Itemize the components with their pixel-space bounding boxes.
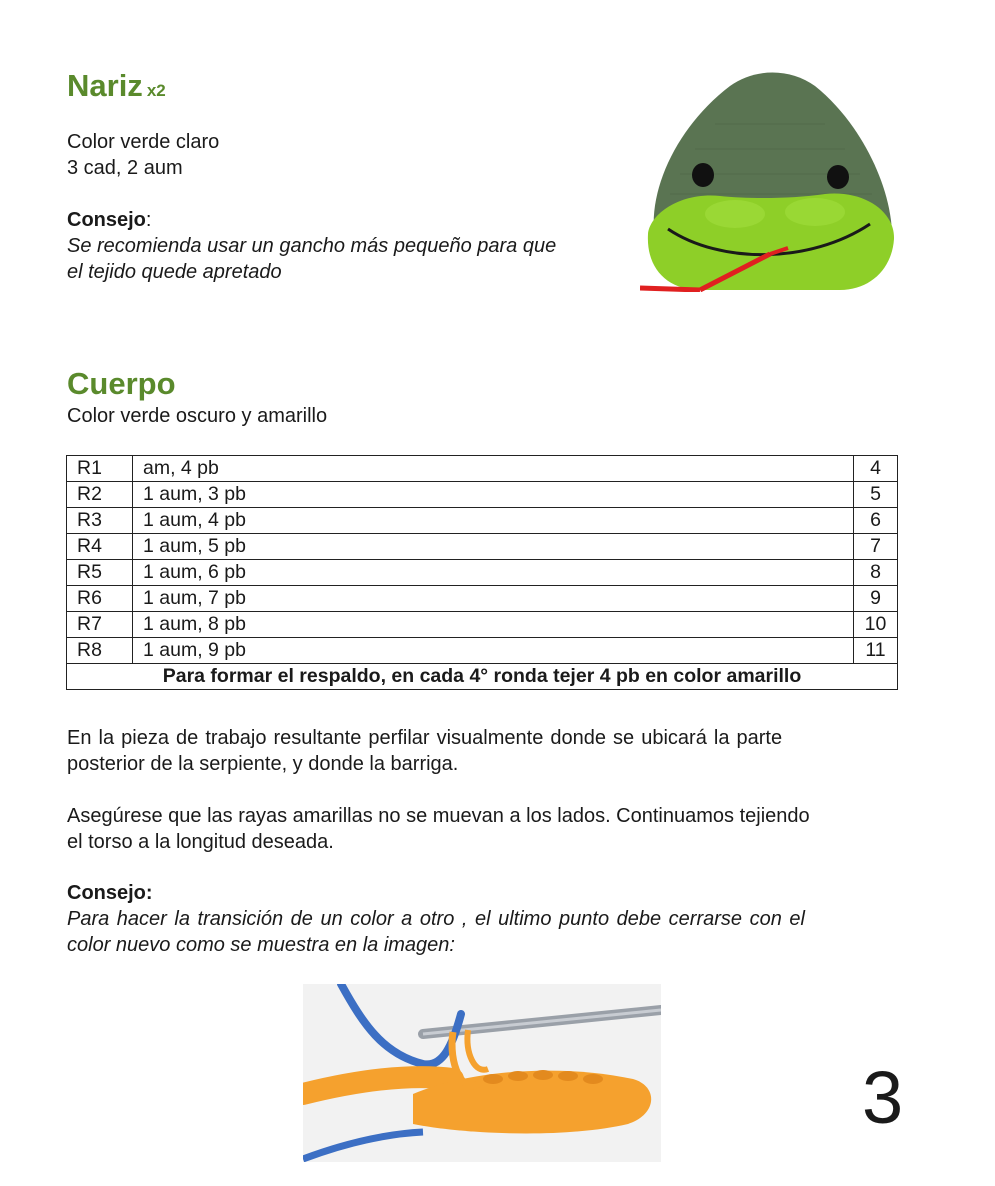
count-cell: 6 bbox=[854, 508, 898, 534]
snake-head-photo bbox=[640, 64, 898, 292]
stitches-cell: 1 aum, 3 pb bbox=[133, 482, 854, 508]
table-row bbox=[67, 638, 898, 664]
nose-instructions: 3 cad, 2 aum bbox=[67, 157, 183, 179]
table-row bbox=[67, 586, 898, 612]
round-cell: R4 bbox=[67, 534, 133, 560]
table-row bbox=[67, 482, 898, 508]
snake-head-illustration bbox=[640, 64, 898, 292]
table-row bbox=[67, 456, 898, 482]
stitches-cell: 1 aum, 4 pb bbox=[133, 508, 854, 534]
count-cell: 7 bbox=[854, 534, 898, 560]
stitches-cell: 1 aum, 7 pb bbox=[133, 586, 854, 612]
nose-section-title bbox=[67, 70, 166, 101]
round-cell: R6 bbox=[67, 586, 133, 612]
body-paragraph-2-line-1: Asegúrese que las rayas amarillas no se muevan a los lados. Continuamos tejiendo bbox=[67, 805, 810, 827]
body-paragraph-1-line-2: posterior de la serpiente, y donde la barriga. bbox=[67, 753, 459, 775]
page-number: 3 bbox=[862, 1056, 904, 1139]
body-tip-line-2: color nuevo como se muestra en la imagen: bbox=[67, 934, 455, 956]
round-cell: R2 bbox=[67, 482, 133, 508]
table-row bbox=[67, 534, 898, 560]
nose-multiplier: x2 bbox=[146, 81, 166, 100]
count-cell: 8 bbox=[854, 560, 898, 586]
nose-tip-label: Consejo bbox=[67, 209, 146, 231]
crochet-transition-illustration bbox=[303, 984, 661, 1162]
count-cell: 5 bbox=[854, 482, 898, 508]
table-row bbox=[67, 560, 898, 586]
rounds-table bbox=[66, 455, 898, 690]
stitches-cell: 1 aum, 8 pb bbox=[133, 612, 854, 638]
body-paragraph-2-line-2: el torso a la longitud deseada. bbox=[67, 831, 334, 853]
body-tip-line-1: Para hacer la transición de un color a otro , el ultimo punto debe cerrarse con el bbox=[67, 908, 805, 930]
round-cell: R3 bbox=[67, 508, 133, 534]
nose-color: Color verde claro bbox=[67, 131, 220, 153]
nose-tip-text-1: Se recomienda usar un gancho más pequeño para que bbox=[67, 235, 557, 257]
round-cell: R7 bbox=[67, 612, 133, 638]
stitches-cell: 1 aum, 6 pb bbox=[133, 560, 854, 586]
round-cell: R5 bbox=[67, 560, 133, 586]
body-section-title: Cuerpo bbox=[67, 366, 176, 401]
count-cell: 10 bbox=[854, 612, 898, 638]
count-cell: 4 bbox=[854, 456, 898, 482]
color-transition-photo bbox=[303, 984, 661, 1162]
body-tip-label: Consejo: bbox=[67, 882, 153, 904]
table-footer-note: Para formar el respaldo, en cada 4° ronda tejer 4 pb en color amarillo bbox=[67, 664, 898, 690]
round-cell: R8 bbox=[67, 638, 133, 664]
round-cell: R1 bbox=[67, 456, 133, 482]
stitches-cell: am, 4 pb bbox=[133, 456, 854, 482]
body-color: Color verde oscuro y amarillo bbox=[67, 405, 328, 427]
count-cell: 9 bbox=[854, 586, 898, 612]
stitches-cell: 1 aum, 5 pb bbox=[133, 534, 854, 560]
table-row bbox=[67, 612, 898, 638]
count-cell: 11 bbox=[854, 638, 898, 664]
table-row bbox=[67, 508, 898, 534]
nose-tip: Consejo: bbox=[67, 209, 152, 231]
table-footer-row bbox=[67, 664, 898, 690]
body-paragraph-1-line-1: En la pieza de trabajo resultante perfilar visualmente donde se ubicará la parte bbox=[67, 727, 783, 749]
nose-tip-text-2: el tejido quede apretado bbox=[67, 261, 282, 283]
stitches-cell: 1 aum, 9 pb bbox=[133, 638, 854, 664]
nose-title-text: Nariz bbox=[67, 68, 143, 103]
